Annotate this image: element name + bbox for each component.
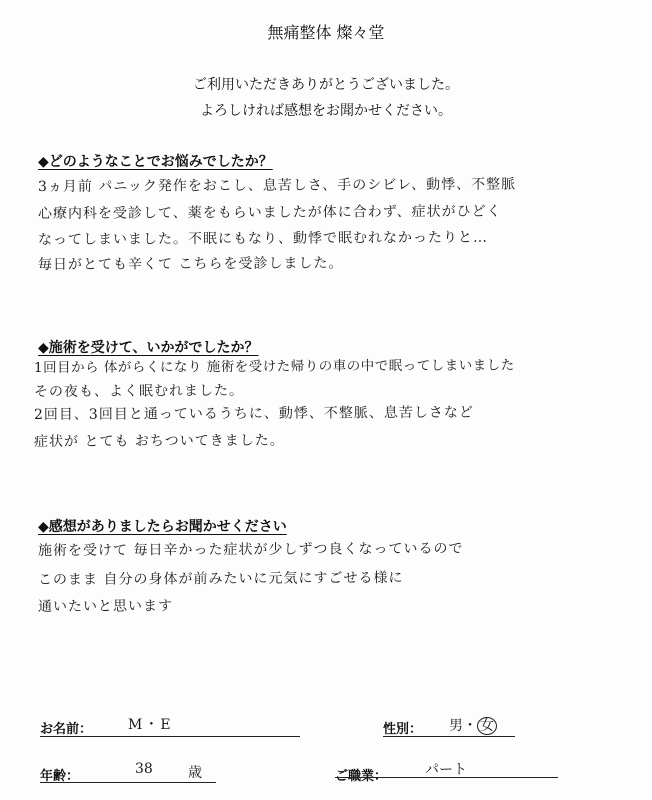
gender-separator: ・ (463, 718, 477, 734)
gender-options (449, 715, 497, 735)
question-2-heading: ◆施術を受けて、いかがでしたか？ (38, 340, 259, 356)
answer-3-line-2: このまま 自分の身体が前みたいに元気にすごせる様に (37, 570, 404, 588)
age-label: 年齢： (40, 769, 80, 784)
gender-label: 性別： (383, 722, 423, 737)
name-underline (40, 736, 300, 737)
age-underline (40, 782, 216, 783)
answer-2-line-1: 1回目から 体がらくになり 施術を受けた帰りの車の中で眠ってしまいました (33, 357, 515, 376)
gender-underline (383, 736, 515, 737)
answer-2-line-3: 2回目、3回目と通っているうちに、動悸、不整脈、息苦しさなど (33, 404, 474, 423)
job-underline (335, 777, 558, 778)
name-label: お名前： (40, 722, 93, 737)
question-1-heading: ◆どのようなことでお悩みでしたか？ (38, 154, 273, 170)
answer-3-line-1: 施術を受けて 毎日辛かった症状が少しずつ良くなっているので (37, 540, 464, 559)
job-label: ご職業： (335, 769, 388, 784)
intro-line-1: ご利用いただきありがとうございました。 (193, 77, 459, 93)
answer-2-line-2: その夜も、よく眠むれました。 (33, 382, 245, 400)
question-3-heading: ◆感想がありましたらお聞かせください (38, 519, 287, 535)
answer-3-line-3: 通いたいと思います (37, 598, 174, 615)
age-value: 38 (135, 761, 153, 777)
job-value: パート (425, 762, 467, 778)
intro-line-2: よろしければ感想をお聞かせください。 (200, 103, 452, 119)
answer-2-line-4: 症状が とても おちついてきました。 (33, 432, 285, 450)
answer-1-line-3: なってしまいました。不眠にもなり、動悸で眠むれなかったりと… (37, 229, 489, 248)
gender-male-option: 男 (449, 718, 463, 734)
answer-1-line-1: 3ヵ月前 パニック発作をおこし、息苦しさ、手のシビレ、動悸、不整脈 (37, 176, 517, 195)
age-unit: 歳 (188, 765, 202, 781)
answer-1-line-4: 毎日がとても辛くて こちらを受診しました。 (37, 255, 344, 273)
gender-female-option-circled: 女 (477, 717, 497, 735)
clinic-title: 無痛整体 燦々堂 (267, 23, 385, 42)
answer-1-line-2: 心療内科を受診して、薬をもらいましたが体に合わず、症状がひどく (37, 203, 502, 222)
name-value: M・E (128, 717, 173, 733)
